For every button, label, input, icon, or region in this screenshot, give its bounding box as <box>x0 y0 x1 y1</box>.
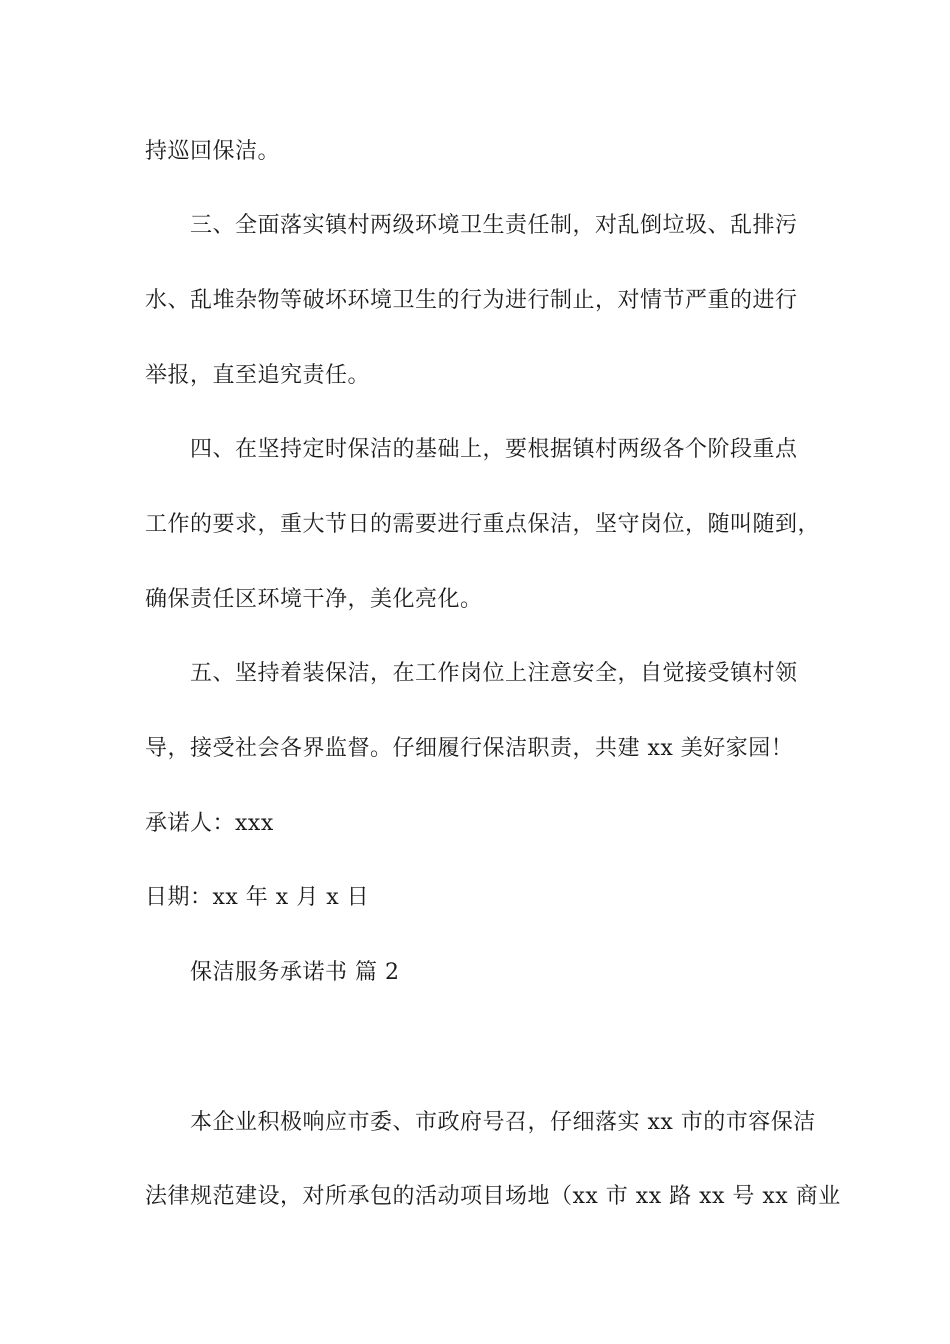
paragraph-line: 三、全面落实镇村两级环境卫生责任制，对乱倒垃圾、乱排污 <box>190 213 798 238</box>
paragraph-line: 法律规范建设，对所承包的活动项目场地（xx 市 xx 路 xx 号 xx 商业 <box>145 1184 841 1209</box>
paragraph-line: 持巡回保洁。 <box>145 139 281 164</box>
date-line: 日期：xx 年 x 月 x 日 <box>145 885 370 910</box>
paragraph-line: 水、乱堆杂物等破坏环境卫生的行为进行制止，对情节严重的进行 <box>145 288 798 313</box>
paragraph-line: 五、坚持着装保洁，在工作岗位上注意安全，自觉接受镇村领 <box>190 661 798 686</box>
paragraph-line: 导，接受社会各界监督。仔细履行保洁职责，共建 xx 美好家园！ <box>145 736 794 761</box>
paragraph-line: 本企业积极响应市委、市政府号召，仔细落实 xx 市的市容保洁 <box>190 1110 816 1135</box>
section-title: 保洁服务承诺书 篇 2 <box>190 960 400 985</box>
paragraph-line: 举报，直至追究责任。 <box>145 363 371 388</box>
paragraph-line: 四、在坚持定时保洁的基础上，要根据镇村两级各个阶段重点 <box>190 437 798 462</box>
paragraph-line: 工作的要求，重大节日的需要进行重点保洁，坚守岗位，随叫随到， <box>145 512 821 537</box>
promiser-line: 承诺人：xxx <box>145 811 274 836</box>
paragraph-line: 确保责任区环境干净，美化亮化。 <box>145 587 483 612</box>
